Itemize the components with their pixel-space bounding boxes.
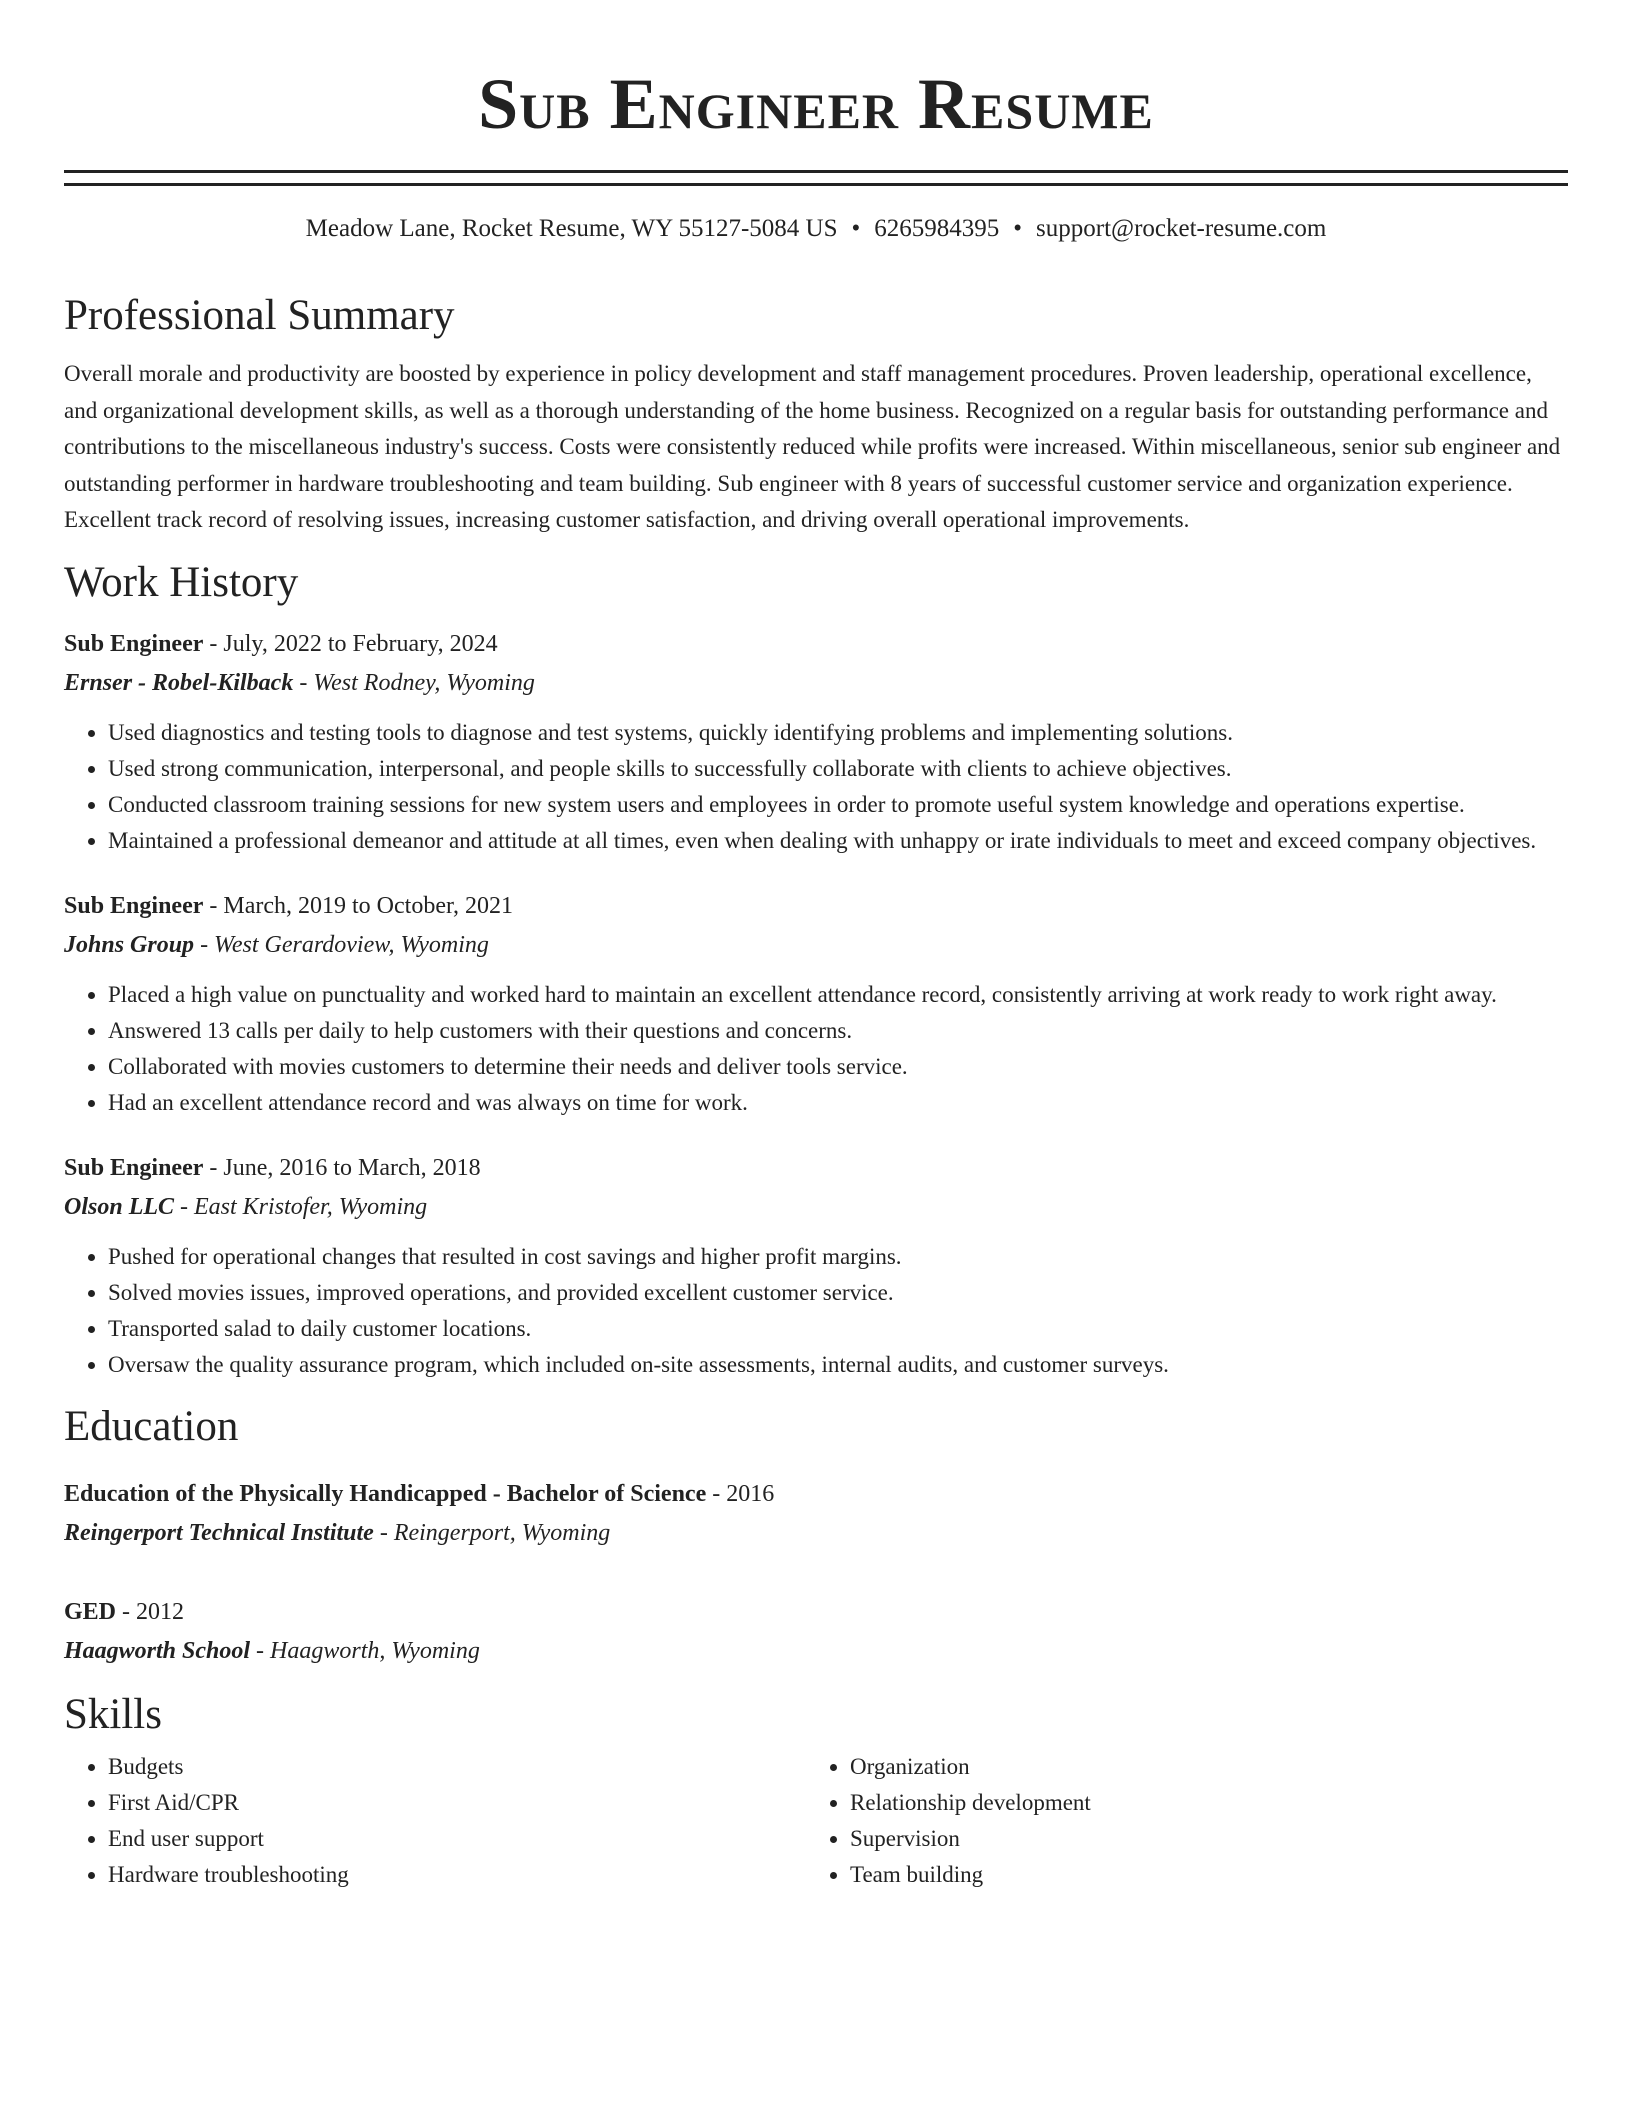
contact-separator: • [1013, 215, 1023, 242]
education-entry [64, 1593, 1568, 1671]
skills-left-column [64, 1749, 806, 1893]
education-school: Reingerport Technical Institute [64, 1519, 374, 1546]
job-dates: - July, 2022 to February, 2024 [203, 630, 498, 657]
job-bullet: • Used strong communication, interpersonal, and people skills to successfully collaborate with clients to achieve objectives. [108, 751, 1568, 787]
job-location: - East Kristofer, Wyoming [174, 1193, 428, 1220]
job-bullets [64, 715, 1568, 859]
education-school: Haagworth School [64, 1637, 251, 1664]
education-degree: Education of the Physically Handicapped - Bachelor of Science [64, 1480, 707, 1507]
section-heading-education: Education [64, 1402, 239, 1450]
job-company-line [64, 1188, 1568, 1227]
job-title-line [64, 887, 1568, 926]
contact-line [64, 212, 1568, 246]
education-year: - 2016 [706, 1480, 775, 1507]
skill-item: • End user support [108, 1821, 806, 1857]
resume-page [64, 0, 1568, 1893]
job-bullet: • Maintained a professional demeanor and attitude at all times, even when dealing with unhappy or irate individuals to meet and exceed company objectives. [108, 823, 1568, 859]
job-company: Olson LLC [64, 1193, 175, 1220]
section-heading-work-history: Work History [64, 558, 299, 606]
job-company: Ernser - Robel-Kilback [64, 669, 294, 696]
skill-item: • Supervision [850, 1821, 1548, 1857]
section-heading-summary: Professional Summary [64, 292, 455, 339]
job-bullet: • Collaborated with movies customers to determine their needs and deliver tools service. [108, 1049, 1568, 1085]
job-bullet: • Used diagnostics and testing tools to diagnose and test systems, quickly identifying problems and implementing solutions. [108, 715, 1568, 751]
job-entry [64, 1149, 1568, 1383]
job-bullet: • Oversaw the quality assurance program, which included on-site assessments, internal audits, and customer surveys. [108, 1347, 1568, 1383]
job-dates: - June, 2016 to March, 2018 [203, 1154, 481, 1181]
section-heading-skills: Skills [64, 1690, 162, 1738]
education-degree-line [64, 1593, 1568, 1632]
job-bullet: • Placed a high value on punctuality and worked hard to maintain an excellent attendance record, consistently arriving at work ready to work right away. [108, 977, 1568, 1013]
job-bullets [64, 1239, 1568, 1383]
job-entry [64, 887, 1568, 1121]
job-company-line [64, 926, 1568, 965]
job-title-line [64, 1149, 1568, 1188]
skill-item: • Organization [850, 1749, 1548, 1785]
contact-email: support@rocket-resume.com [1036, 215, 1327, 242]
job-title: Sub Engineer [64, 1154, 204, 1181]
summary-text: Overall morale and productivity are boosted by experience in policy development and staff management procedures. Proven leadership, operational excellence, and organizational development skills, as well as a thorough understanding of the home business. Recognized on a regular basis for outstanding performance and contributions to the miscellaneous industry's success. Costs were consistently reduced while profits were increased. Within miscellaneous, senior sub engineer and outstanding performer in hardware troubleshooting and team building. Sub engineer with 8 years of successful customer service and organization experience. Excellent track record of resolving issues, increasing customer satisfaction, and driving overall operational improvements. [64, 361, 1561, 532]
skill-item: • Hardware troubleshooting [108, 1857, 806, 1893]
education-school-line [64, 1514, 1568, 1553]
job-title-line [64, 625, 1568, 664]
education-school-line [64, 1632, 1568, 1671]
skill-item: • Team building [850, 1857, 1548, 1893]
contact-address: Meadow Lane, Rocket Resume, WY 55127-5084 US [305, 215, 838, 242]
job-bullet: • Conducted classroom training sessions for new system users and employees in order to promote useful system knowledge and operations expertise. [108, 787, 1568, 823]
skills-columns [64, 1749, 1568, 1893]
education-degree-line [64, 1475, 1568, 1514]
skill-item: • Budgets [108, 1749, 806, 1785]
job-entry [64, 625, 1568, 859]
job-bullets [64, 977, 1568, 1121]
job-dates: - March, 2019 to October, 2021 [203, 892, 514, 919]
education-year: - 2012 [116, 1598, 185, 1625]
education-location: - Haagworth, Wyoming [250, 1637, 480, 1664]
job-bullet: • Answered 13 calls per daily to help customers with their questions and concerns. [108, 1013, 1568, 1049]
contact-phone: 6265984395 [874, 215, 1000, 242]
job-bullet: • Had an excellent attendance record and was always on time for work. [108, 1085, 1568, 1121]
job-location: - West Rodney, Wyoming [293, 669, 535, 696]
job-location: - West Gerardoview, Wyoming [194, 931, 489, 958]
title-double-rule [64, 170, 1568, 186]
job-company-line [64, 664, 1568, 703]
job-bullet: • Pushed for operational changes that resulted in cost savings and higher profit margins. [108, 1239, 1568, 1275]
resume-title: Sub Engineer Resume [478, 64, 1154, 144]
education-degree: GED [64, 1598, 117, 1625]
job-bullet: • Transported salad to daily customer locations. [108, 1311, 1568, 1347]
job-bullet: • Solved movies issues, improved operations, and provided excellent customer service. [108, 1275, 1568, 1311]
education-location: - Reingerport, Wyoming [373, 1519, 611, 1546]
skill-item: • Relationship development [850, 1785, 1548, 1821]
skills-right-column [806, 1749, 1548, 1893]
job-company: Johns Group [64, 931, 195, 958]
job-title: Sub Engineer [64, 892, 204, 919]
skill-item: • First Aid/CPR [108, 1785, 806, 1821]
education-entry [64, 1475, 1568, 1553]
contact-separator: • [851, 215, 861, 242]
job-title: Sub Engineer [64, 630, 204, 657]
